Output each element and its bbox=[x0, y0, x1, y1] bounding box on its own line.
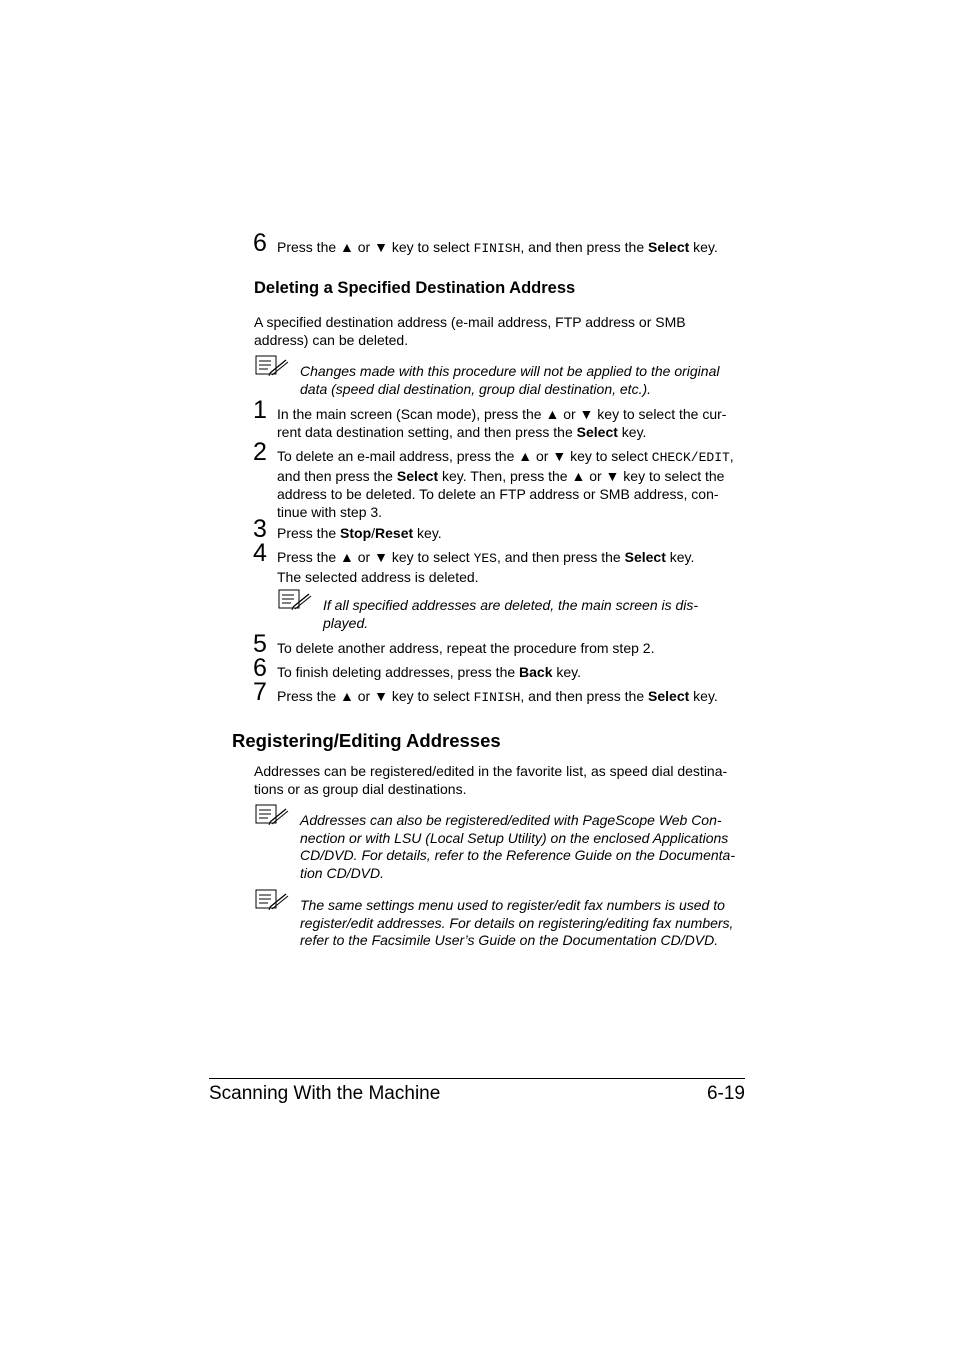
key-name: Select bbox=[648, 239, 690, 255]
menu-option: FINISH bbox=[473, 241, 521, 256]
step-text bbox=[277, 548, 747, 586]
key-name: Select bbox=[624, 549, 666, 565]
key-name: Reset bbox=[375, 525, 414, 541]
note-pencil-icon bbox=[255, 804, 289, 826]
text-line bbox=[277, 548, 747, 568]
text-run: key. bbox=[689, 688, 718, 704]
key-name: Select bbox=[648, 688, 690, 704]
text-run: , and then press the bbox=[520, 239, 649, 255]
text-line: Addresses can be registered/edited in the favorite list, as speed dial destina- bbox=[254, 763, 728, 779]
text-line: The same settings menu used to register/edit fax numbers is used to bbox=[300, 897, 725, 913]
text-line: tions or as group dial destinations. bbox=[254, 780, 467, 797]
note-pencil-icon bbox=[255, 889, 289, 911]
text-line: The selected address is deleted. bbox=[277, 569, 479, 585]
text-run: , bbox=[729, 448, 734, 464]
text-line: played. bbox=[323, 614, 369, 631]
key-name: Select bbox=[396, 468, 439, 484]
note-text bbox=[300, 363, 750, 398]
text-run: To finish deleting addresses, press the bbox=[277, 664, 520, 680]
step-text bbox=[277, 687, 747, 707]
text-run: rent data destination setting, and then press the bbox=[277, 424, 577, 440]
step-text bbox=[277, 447, 747, 521]
key-name: Stop bbox=[340, 525, 372, 541]
menu-option: YES bbox=[473, 551, 497, 566]
step-number: 6 bbox=[253, 654, 267, 682]
text-run: To delete an e-mail address, press the ▲ or ▼ key to select bbox=[277, 448, 652, 464]
menu-option: FINISH bbox=[473, 690, 521, 705]
step-text bbox=[277, 238, 747, 258]
text-run: key. bbox=[689, 239, 718, 255]
menu-option: CHECK/EDIT bbox=[651, 450, 730, 465]
footer-rule bbox=[209, 1078, 745, 1079]
text-line bbox=[277, 447, 747, 467]
text-line: In the main screen (Scan mode), press the ▲ or ▼ key to select the cur- bbox=[277, 406, 727, 422]
text-line: CD/DVD. For details, refer to the Reference Guide on the Documenta- bbox=[300, 847, 735, 863]
text-line: Changes made with this procedure will not be applied to the original bbox=[300, 363, 720, 379]
note-pencil-icon bbox=[255, 355, 289, 377]
intro-paragraph bbox=[254, 314, 748, 349]
step-number: 3 bbox=[253, 515, 267, 543]
footer-page-number: 6-19 bbox=[706, 1083, 745, 1104]
step-text bbox=[277, 405, 747, 441]
text-line: A specified destination address (e-mail address, FTP address or SMB bbox=[254, 314, 686, 330]
text-run: key. bbox=[617, 424, 647, 440]
step-number: 2 bbox=[253, 438, 267, 466]
text-run: Press the ▲ or ▼ key to select bbox=[277, 239, 474, 255]
note-text bbox=[300, 897, 750, 950]
text-run: key. Then, press the ▲ or ▼ key to select the bbox=[438, 468, 725, 484]
key-name: Back bbox=[519, 664, 553, 680]
step-text: To delete another address, repeat the procedure from step 2. bbox=[277, 640, 655, 656]
text-run: Press the bbox=[277, 525, 341, 541]
text-line: tinue with step 3. bbox=[277, 504, 383, 520]
step-number: 1 bbox=[253, 396, 267, 424]
text-line: Addresses can also be registered/edited with PageScope Web Con- bbox=[300, 812, 722, 828]
text-line: data (speed dial destination, group dial destination, etc.). bbox=[300, 380, 652, 397]
text-line: If all specified addresses are deleted, the main screen is dis- bbox=[323, 597, 699, 613]
intro-paragraph bbox=[254, 763, 748, 798]
text-run: Press the ▲ or ▼ key to select bbox=[277, 688, 474, 704]
note-pencil-icon bbox=[278, 589, 312, 611]
text-line bbox=[277, 423, 747, 441]
text-run: key. bbox=[413, 525, 442, 541]
note-text bbox=[323, 597, 743, 632]
text-line bbox=[277, 467, 747, 485]
text-line: address to be deleted. To delete an FTP address or SMB address, con- bbox=[277, 486, 719, 502]
step-number: 4 bbox=[253, 539, 267, 567]
text-run: and then press the bbox=[277, 468, 397, 484]
section-heading: Deleting a Specified Destination Address bbox=[254, 279, 576, 297]
note-text bbox=[300, 812, 750, 882]
text-run: / bbox=[371, 525, 376, 541]
text-run: , and then press the bbox=[520, 688, 649, 704]
step-number: 7 bbox=[253, 678, 267, 706]
step-number: 6 bbox=[253, 229, 267, 257]
text-line: address) can be deleted. bbox=[254, 331, 409, 348]
text-line: nection or with LSU (Local Setup Utility) on the enclosed Applications bbox=[300, 829, 729, 846]
text-line: refer to the Facsimile User’s Guide on the Documentation CD/DVD. bbox=[300, 932, 719, 948]
step-number: 5 bbox=[253, 630, 267, 658]
text-run: key. bbox=[665, 549, 695, 565]
step-text bbox=[277, 663, 747, 681]
key-name: Select bbox=[576, 424, 618, 440]
step-text bbox=[277, 524, 747, 542]
footer-chapter-title: Scanning With the Machine bbox=[209, 1083, 441, 1104]
section-heading: Registering/Editing Addresses bbox=[232, 730, 501, 751]
text-run: Press the ▲ or ▼ key to select bbox=[277, 549, 474, 565]
text-line: tion CD/DVD. bbox=[300, 864, 385, 881]
text-run: key. bbox=[552, 664, 582, 680]
text-run: , and then press the bbox=[496, 549, 625, 565]
text-line: register/edit addresses. For details on registering/editing fax numbers, bbox=[300, 914, 734, 931]
